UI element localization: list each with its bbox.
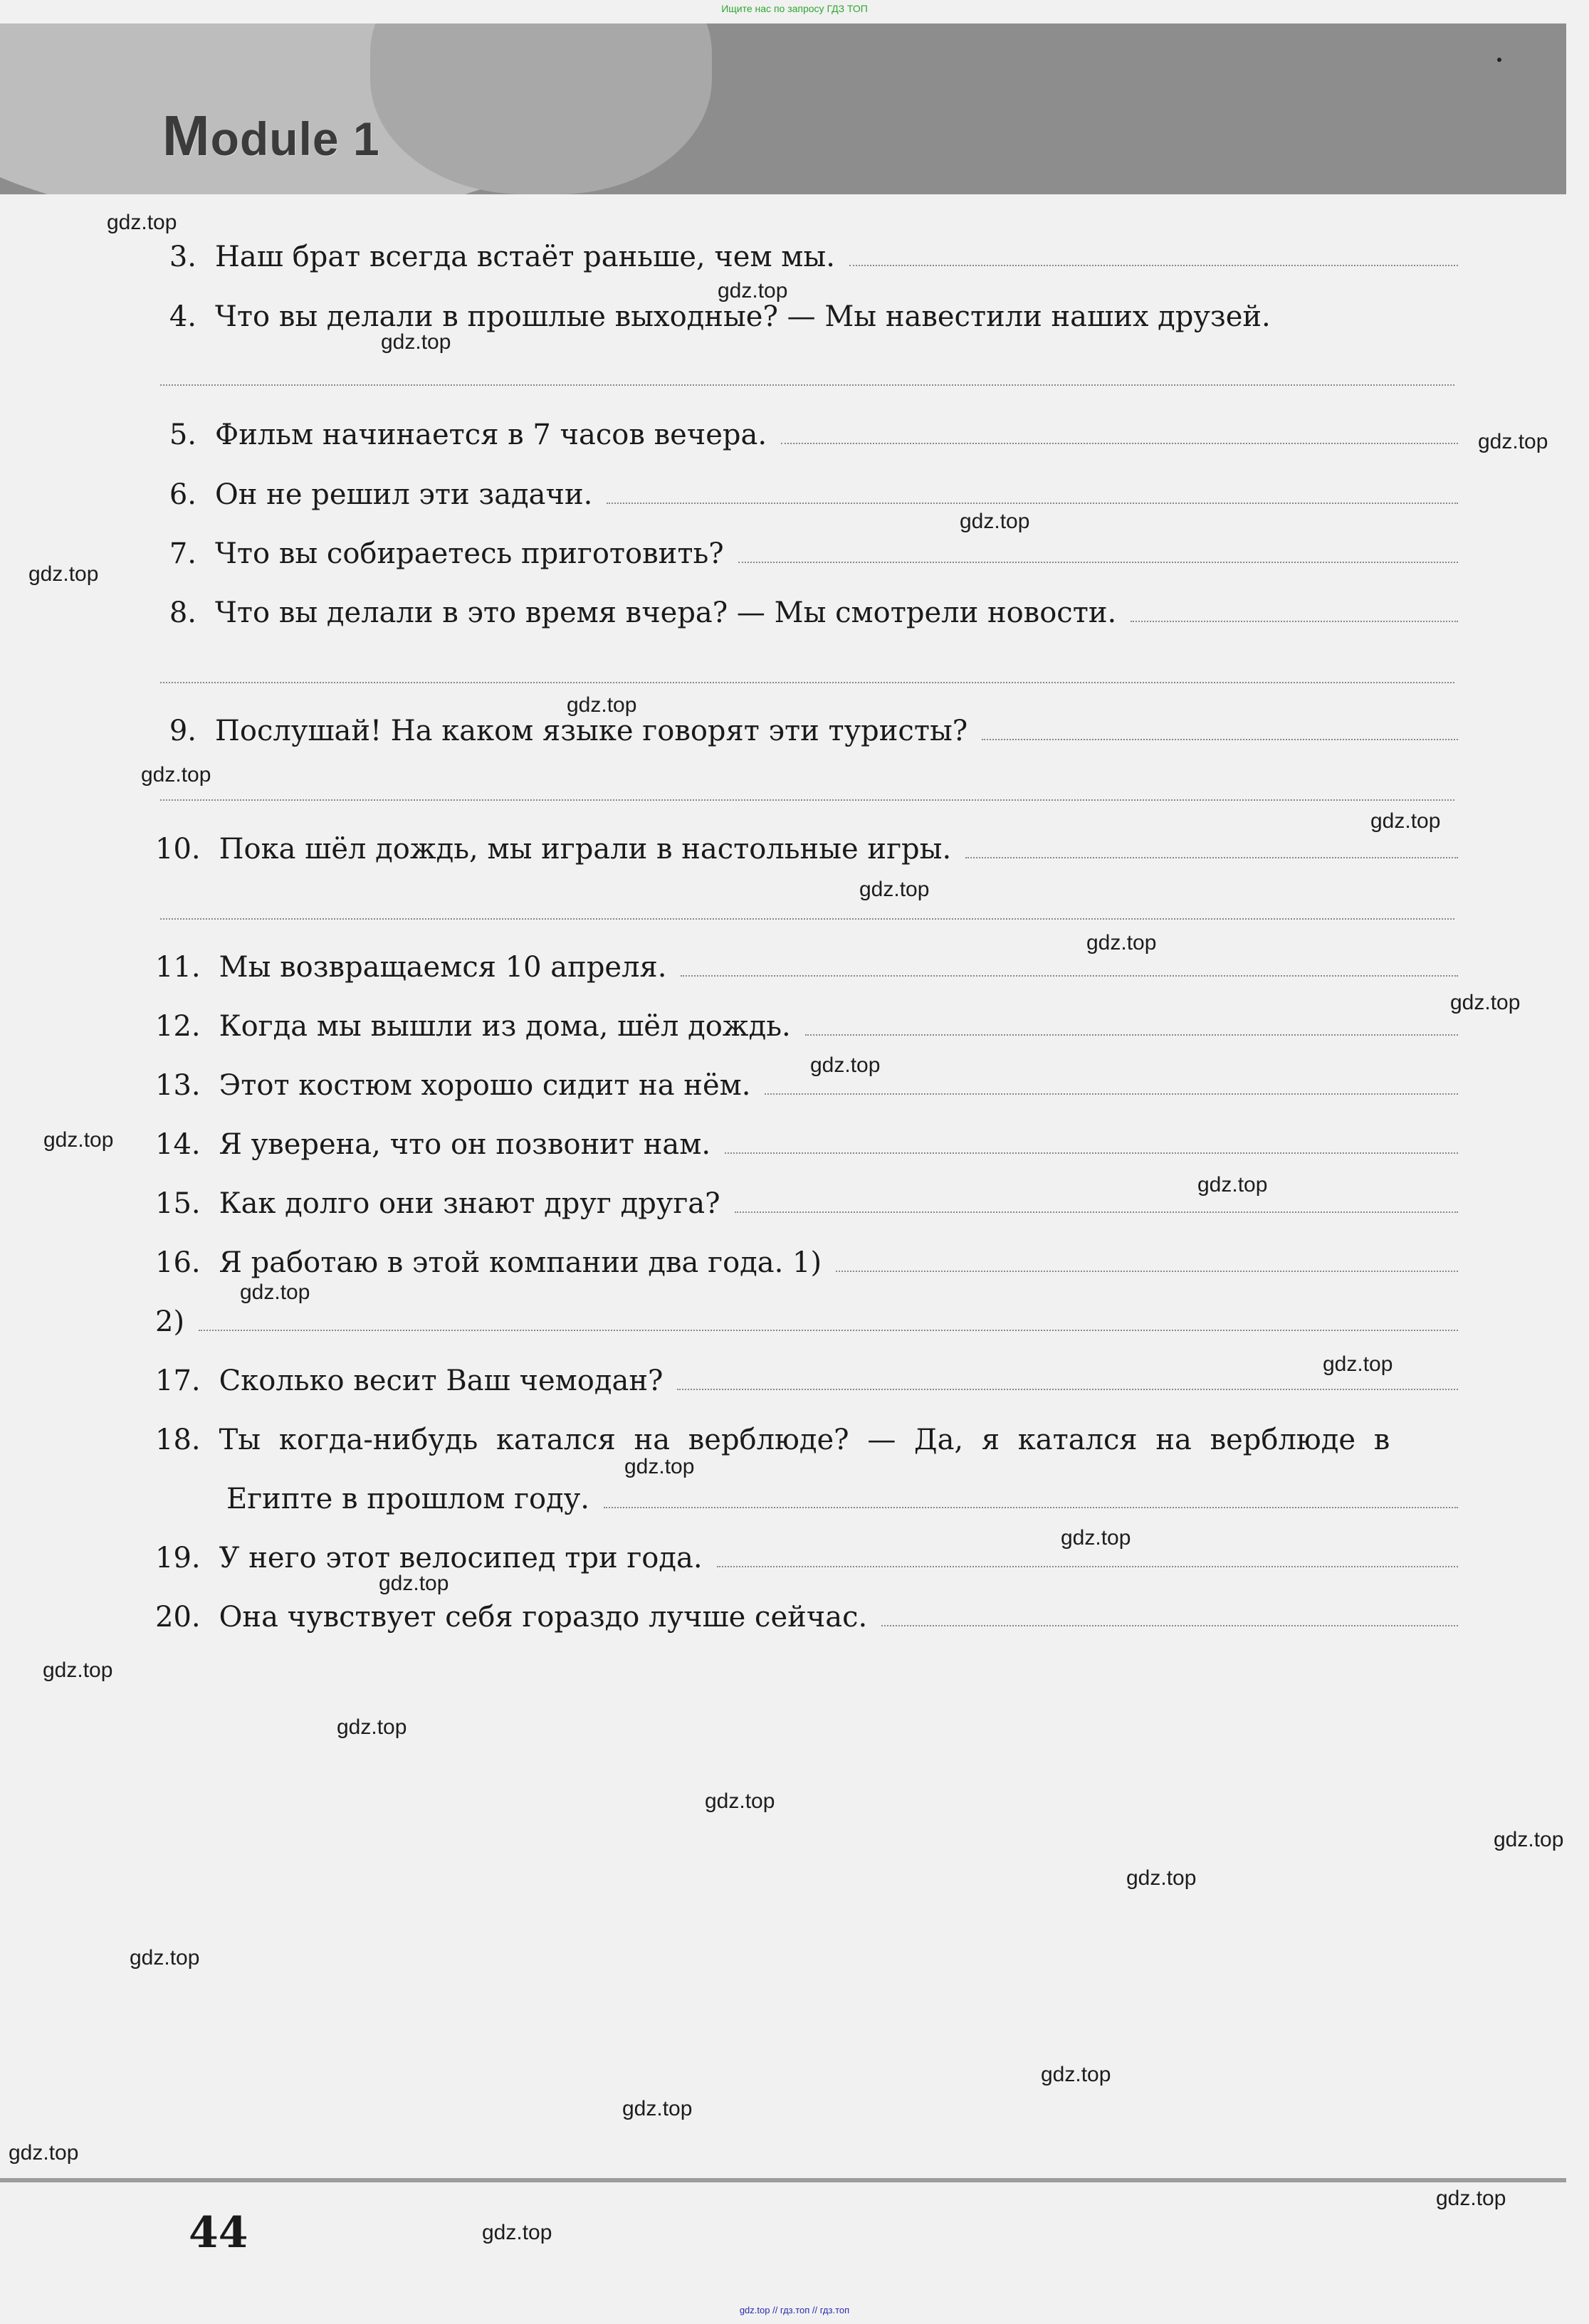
watermark: gdz.top — [43, 1128, 114, 1152]
exercise-item-11 — [155, 951, 1458, 984]
watermark: gdz.top — [379, 1572, 449, 1595]
item-number: 13. — [155, 1069, 201, 1102]
watermark: gdz.top — [718, 279, 788, 303]
item-text: Я работаю в этой компании два года. 1) — [219, 1246, 822, 1279]
answer-line[interactable] — [717, 1565, 1458, 1567]
footer-rule — [0, 2178, 1566, 2182]
exercise-item-13 — [155, 1069, 1458, 1102]
watermark: gdz.top — [240, 1281, 310, 1304]
item-number: 7. — [169, 537, 196, 570]
answer-line[interactable] — [849, 264, 1458, 266]
watermark: gdz.top — [381, 330, 451, 354]
watermark: gdz.top — [624, 1455, 695, 1478]
answer-line[interactable] — [738, 561, 1458, 563]
watermark: gdz.top — [107, 211, 177, 234]
exercise-item-3 — [155, 241, 1458, 273]
item-text: Она чувствует себя гораздо лучше сейчас. — [219, 1601, 868, 1634]
item-text: Ты когда-нибудь катался на верблюде? — Да, я катался на верблюде в — [219, 1424, 1390, 1456]
watermark: gdz.top — [1197, 1173, 1268, 1197]
answer-line[interactable] — [982, 738, 1458, 740]
watermark: gdz.top — [43, 1658, 113, 1682]
exercise-item-18 — [155, 1424, 1458, 1456]
exercise-item-19 — [155, 1542, 1458, 1574]
watermark: gdz.top — [1436, 2187, 1506, 2210]
answer-line[interactable] — [1131, 620, 1458, 622]
item-text: Мы возвращаемся 10 апреля. — [219, 951, 667, 984]
answer-line[interactable] — [160, 799, 1454, 801]
exercise-item-5 — [155, 419, 1458, 451]
item-number: 17. — [155, 1365, 201, 1397]
module-title-initial: M — [162, 104, 211, 167]
item-number: 6. — [169, 478, 196, 511]
exercise-item-4 — [155, 300, 1458, 333]
watermark: gdz.top — [1086, 931, 1157, 955]
watermark: gdz.top — [960, 510, 1030, 533]
item-text: 2) — [155, 1305, 185, 1338]
watermark: gdz.top — [859, 878, 930, 901]
answer-line[interactable] — [607, 502, 1458, 504]
watermark: gdz.top — [337, 1715, 407, 1739]
exercise-item-9 — [155, 715, 1458, 747]
item-number: 11. — [155, 951, 201, 984]
watermark: gdz.top — [1041, 2063, 1111, 2086]
item-number: 3. — [169, 241, 196, 273]
watermark: gdz.top — [622, 2097, 693, 2120]
answer-line[interactable] — [881, 1624, 1458, 1626]
item-text: Что вы собираетесь приготовить? — [215, 537, 724, 570]
item-number: 14. — [155, 1128, 201, 1161]
watermark: gdz.top — [1061, 1526, 1131, 1550]
exercise-item-6 — [155, 478, 1458, 511]
item-text: Что вы делали в прошлые выходные? — Мы навестили наших друзей. — [215, 300, 1271, 333]
watermark: gdz.top — [28, 562, 99, 586]
answer-line[interactable] — [765, 1093, 1458, 1095]
answer-line[interactable] — [965, 856, 1458, 858]
watermark: gdz.top — [1323, 1352, 1393, 1376]
bottom-note: gdz.top // гдз.топ // гдз.топ — [739, 2305, 850, 2315]
watermark: gdz.top — [1450, 991, 1521, 1014]
top-note: Ищите нас по запросу ГДЗ ТОП — [721, 3, 868, 14]
exercise-item-16-part-2 — [155, 1305, 1458, 1338]
item-number: 8. — [169, 596, 196, 629]
item-text: Сколько весит Ваш чемодан? — [219, 1365, 664, 1397]
exercise-item-16 — [155, 1246, 1458, 1279]
exercise-item-7 — [155, 537, 1458, 570]
item-number: 16. — [155, 1246, 201, 1279]
exercise-item-10 — [155, 833, 1458, 866]
item-number: 9. — [169, 715, 196, 747]
watermark: gdz.top — [1370, 809, 1441, 833]
item-text: Египте в прошлом году. — [226, 1483, 589, 1515]
answer-line[interactable] — [160, 682, 1454, 683]
watermark: gdz.top — [130, 1946, 200, 1970]
watermark: gdz.top — [482, 2221, 552, 2244]
item-text: Пока шёл дождь, мы играли в настольные игры. — [219, 833, 952, 866]
answer-line[interactable] — [160, 384, 1454, 386]
item-text: Он не решил эти задачи. — [215, 478, 593, 511]
item-text: Я уверена, что он позвонит нам. — [219, 1128, 711, 1161]
item-number: 15. — [155, 1187, 201, 1220]
watermark: gdz.top — [567, 693, 637, 717]
watermark: gdz.top — [810, 1053, 881, 1077]
module-title-rest: odule 1 — [210, 112, 380, 165]
watermark: gdz.top — [141, 763, 211, 787]
answer-line[interactable] — [725, 1152, 1458, 1154]
item-text: Что вы делали в это время вчера? — Мы смотрели новости. — [215, 596, 1117, 629]
answer-line[interactable] — [677, 1388, 1458, 1390]
item-number: 18. — [155, 1424, 201, 1456]
item-number: 20. — [155, 1601, 201, 1634]
watermark: gdz.top — [1126, 1866, 1197, 1890]
item-number: 5. — [169, 419, 196, 451]
header-dot — [1497, 58, 1501, 62]
exercise-item-12 — [155, 1010, 1458, 1043]
exercise-item-20 — [155, 1601, 1458, 1634]
answer-line[interactable] — [836, 1270, 1458, 1272]
watermark: gdz.top — [705, 1789, 775, 1813]
item-number: 10. — [155, 833, 201, 866]
watermark: gdz.top — [1478, 430, 1548, 453]
item-text: Как долго они знают друг друга? — [219, 1187, 720, 1220]
module-header — [0, 23, 1566, 194]
answer-line[interactable] — [805, 1034, 1458, 1036]
item-text: Послушай! На каком языке говорят эти туристы? — [215, 715, 968, 747]
answer-line[interactable] — [160, 918, 1454, 920]
answer-line[interactable] — [681, 974, 1458, 977]
answer-line[interactable] — [199, 1329, 1458, 1331]
item-number: 19. — [155, 1542, 201, 1574]
exercise-item-14 — [155, 1128, 1458, 1161]
exercise-item-17 — [155, 1365, 1458, 1397]
watermark: gdz.top — [1494, 1828, 1564, 1851]
item-text: Когда мы вышли из дома, шёл дождь. — [219, 1010, 791, 1043]
item-text: Наш брат всегда встаёт раньше, чем мы. — [215, 241, 835, 273]
item-text: Этот костюм хорошо сидит на нём. — [219, 1069, 751, 1102]
exercise-item-18-continued — [226, 1483, 1458, 1515]
exercise-item-8 — [155, 596, 1458, 629]
answer-line[interactable] — [735, 1211, 1458, 1213]
item-text: У него этот велосипед три года. — [219, 1542, 703, 1574]
item-number: 12. — [155, 1010, 201, 1043]
watermark: gdz.top — [9, 2141, 79, 2165]
page-number: 44 — [189, 2208, 248, 2258]
module-title — [162, 103, 380, 169]
answer-line[interactable] — [781, 442, 1458, 444]
item-number: 4. — [169, 300, 196, 333]
item-text: Фильм начинается в 7 часов вечера. — [215, 419, 767, 451]
answer-line[interactable] — [604, 1506, 1458, 1508]
